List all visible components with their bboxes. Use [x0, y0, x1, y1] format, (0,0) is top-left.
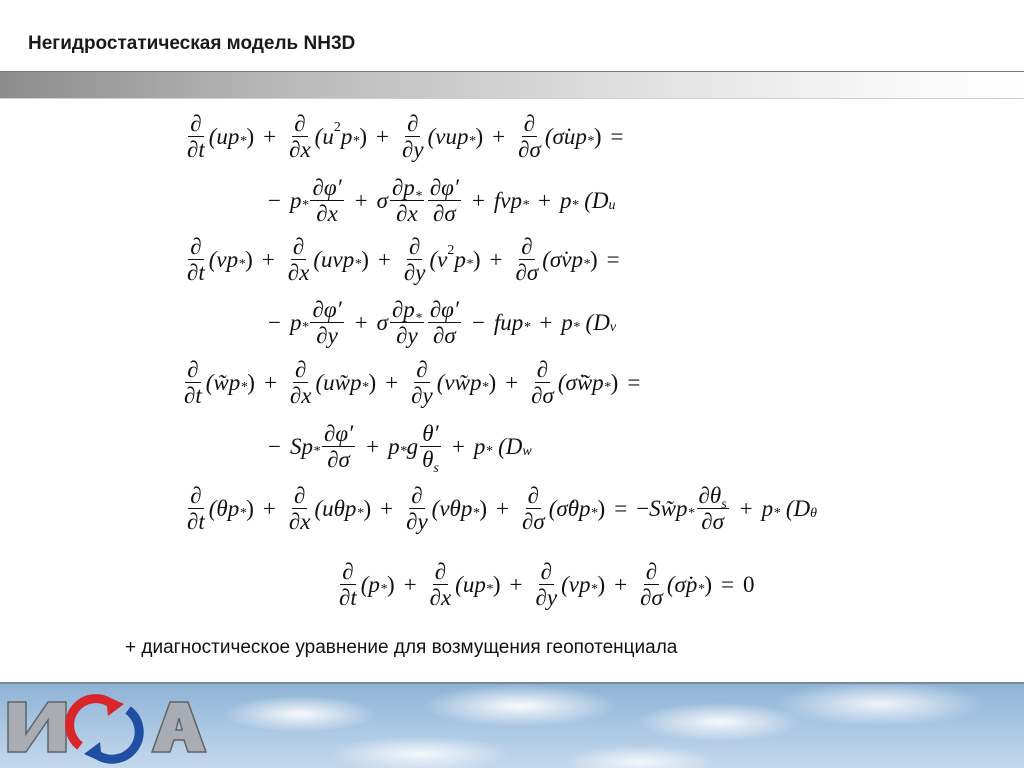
logo-letter-a-shape	[152, 702, 206, 752]
logo-arrow-red	[106, 696, 124, 716]
logo-circle-blue	[96, 710, 139, 759]
ifa-logo	[4, 688, 219, 766]
equation-theta: $\frac{\partial}{\partial t}$ (θp * ) + $\frac{\partial}{\partial x}$ (uθp * ) + $\frac{\partial}{\partial y}$ (vθp * ) + $\frac{\partial}{\partial\sigma}$ (σ̇θp * ) = − Sw̃p * $\frac{\partial\theta_s}{\partial\sigma}$ + p * (D θ	[187, 483, 818, 534]
logo-letter-i-shape	[8, 702, 66, 752]
logo-circle-red	[70, 699, 112, 746]
equations-block	[0, 100, 1024, 630]
slide-title: Негидростатическая модель NH3D	[28, 33, 356, 54]
footer-banner	[0, 682, 1024, 768]
equation-v-line1: $\frac{\partial}{\partial t}$ (vp * ) + $\frac{\partial}{\partial x}$ (uvp * ) + $\frac{\partial}{\partial y}$ (v 2 p * ) + $\frac{\partial}{\partial\sigma}$ (σ̇vp * ) =	[187, 234, 620, 285]
diagnostic-equation-note: + диагностическое уравнение для возмущения геопотенциала	[125, 637, 678, 658]
logo-arrow-blue	[84, 742, 102, 762]
equation-u-line1: $\frac{\partial}{\partial t}$ (up * ) + $\frac{\partial}{\partial x}$ (u 2 p * ) + $\frac{\partial}{\partial y}$ (vup * ) + $\frac{\partial}{\partial\sigma}$ (σ̇up * ) =	[187, 111, 624, 162]
equation-u-line2: − p * $\frac{\partial\varphi'}{\partial x}$ + σ $\frac{\partial p_*}{\partial x}$ $\frac{\partial\varphi'}{\partial\sigma}$ + fvp * + p * (D u	[268, 175, 616, 226]
equation-w-line1: $\frac{\partial}{\partial t}$ (w̃p * ) + $\frac{\partial}{\partial x}$ (uw̃p * ) + $\frac{\partial}{\partial y}$ (vw̃p * ) + $\frac{\partial}{\partial\sigma}$ (σ̇w̃p * ) =	[184, 357, 641, 408]
title-bar	[0, 71, 1024, 99]
equation-w-line2: − Sp * $\frac{\partial\varphi'}{\partial\sigma}$ + p * g $\frac{\theta'}{\theta_s}$ + p * (D w	[268, 421, 532, 476]
equation-v-line2: − p * $\frac{\partial\varphi'}{\partial y}$ + σ $\frac{\partial p_*}{\partial y}$ $\frac{\partial\varphi'}{\partial\sigma}$ − fup * + p * (D v	[268, 297, 617, 348]
equation-continuity: $\frac{\partial}{\partial t}$ (p * ) + $\frac{\partial}{\partial x}$ (up * ) + $\frac{\partial}{\partial y}$ (vp * ) + $\frac{\partial}{\partial\sigma}$ (σ̇p * ) = 0	[339, 559, 755, 610]
